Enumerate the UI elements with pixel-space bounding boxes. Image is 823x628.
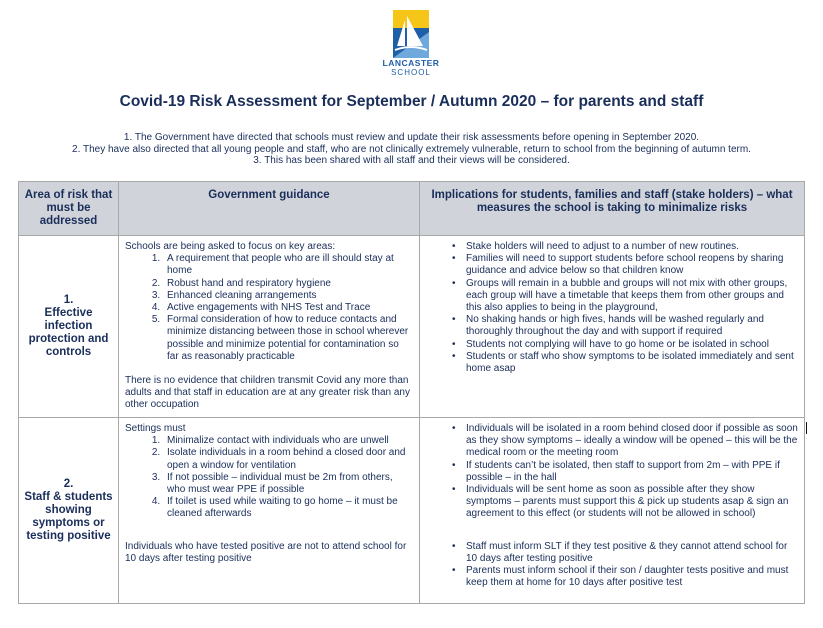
- table-header-row: [19, 182, 805, 236]
- list-item: • Individuals will be isolated in a room behind closed door if possible as soon as they show symptoms – ideally a window will be opened – this will be the medical room or the meeting room: [466, 423, 798, 460]
- school-logo: [378, 10, 444, 77]
- list-item: • If students can’t be isolated, then staff to support from 2m – with PPE if possible – in the hall: [466, 460, 798, 484]
- sailboat-logo-icon: [393, 10, 429, 58]
- header-guidance: Government guidance: [119, 182, 420, 236]
- header-area: Area of risk that must be addressed: [19, 182, 119, 236]
- guidance-cell: [119, 418, 420, 604]
- measures-list: [426, 423, 798, 521]
- area-cell: [19, 236, 119, 418]
- list-item: 4. Active engagements with NHS Test and Trace: [163, 302, 413, 314]
- list-item: 3. Enhanced cleaning arrangements: [163, 290, 413, 302]
- intro-item: 1. The Government have directed that schools must review and update their risk assessments before opening in September 2020.: [123, 132, 700, 143]
- area-label: Effective infection protection and controls: [28, 307, 109, 358]
- area-label: Staff & students showing symptoms or testing positive: [24, 491, 113, 542]
- list-item: • No shaking hands or high fives, hands will be washed regularly and thoroughly throughout the day and with support if required: [466, 314, 798, 338]
- list-item: • Stake holders will need to adjust to a number of new routines.: [466, 241, 798, 253]
- list-item: 3. If not possible – individual must be 2m from others, who must wear PPE if possible: [163, 472, 413, 496]
- list-item: 1. A requirement that people who are ill should stay at home: [163, 253, 413, 277]
- measures-cell: [420, 418, 805, 604]
- list-item: • Families will need to support students before school reopens by sharing guidance and advice below so that children know: [466, 253, 798, 277]
- intro-item: 3. This has been shared with all staff and their views will be considered.: [253, 155, 570, 166]
- measures-list: [426, 241, 798, 375]
- guidance-cell: [119, 236, 420, 418]
- page-title: Covid-19 Risk Assessment for September / Autumn 2020 – for parents and staff: [119, 93, 704, 110]
- guidance-note: There is no evidence that children transmit Covid any more than adults and that staff in education are at any greater risk than any other occupation: [125, 375, 410, 411]
- intro-item: 2. They have also directed that all young people and staff, who are not clinically extremely vulnerable, return to school from the beginning of autumn term.: [72, 143, 751, 155]
- list-item: 1. Minimalize contact with individuals who are unwell: [163, 435, 413, 447]
- measures-list-2: [426, 541, 798, 590]
- table-row: [19, 418, 805, 604]
- header-measures: Implications for students, families and staff (stake holders) – what measures the school is taking to minimalize risks: [420, 182, 805, 236]
- list-item: • Staff must inform SLT if they test positive & they cannot attend school for 10 days after testing positive: [466, 541, 798, 565]
- list-item: 4. If toilet is used while waiting to go home – it must be cleaned afterwards: [163, 496, 413, 520]
- intro-list: [0, 132, 823, 167]
- area-cell: [19, 418, 119, 604]
- guidance-intro: Settings must: [125, 423, 186, 434]
- list-item: • Groups will remain in a bubble and groups will not mix with other groups, each group will have a timetable that keeps them from other groups and this also applies to being in the playground,: [466, 278, 798, 315]
- measures-cell: [420, 236, 805, 418]
- guidance-intro: Schools are being asked to focus on key areas:: [125, 241, 336, 252]
- logo-sub: SCHOOL: [391, 68, 431, 77]
- list-item: • Individuals will be sent home as soon as possible after they show symptoms – parents must support this & pick up students asap & sign an agreement to this effect (or students will not be allowed in school): [466, 484, 798, 521]
- guidance-list: [125, 435, 413, 520]
- list-item: • Parents must inform school if their son / daughter tests positive and must keep them at home for 10 days after positive test: [466, 565, 798, 589]
- list-item: • Students or staff who show symptoms to be isolated immediately and sent home asap: [466, 351, 798, 375]
- table-row: [19, 236, 805, 418]
- risk-table: [18, 181, 805, 604]
- list-item: 2. Robust hand and respiratory hygiene: [163, 278, 413, 290]
- list-item: • Students not complying will have to go home or be isolated in school: [466, 339, 798, 351]
- list-item: 2. Isolate individuals in a room behind a closed door and open a window for ventilation: [163, 447, 413, 471]
- guidance-note: Individuals who have tested positive are not to attend school for 10 days after testing positive: [125, 540, 407, 564]
- text-cursor: [806, 422, 807, 434]
- logo-name: LANCASTER: [382, 58, 440, 68]
- guidance-list: [125, 253, 413, 363]
- area-number: 2.: [63, 478, 74, 490]
- area-number: 1.: [63, 294, 74, 306]
- list-item: 5. Formal consideration of how to reduce contacts and minimize distancing between those in school wherever possible and minimize potential for contamination so far as reasonably practicable: [163, 314, 413, 363]
